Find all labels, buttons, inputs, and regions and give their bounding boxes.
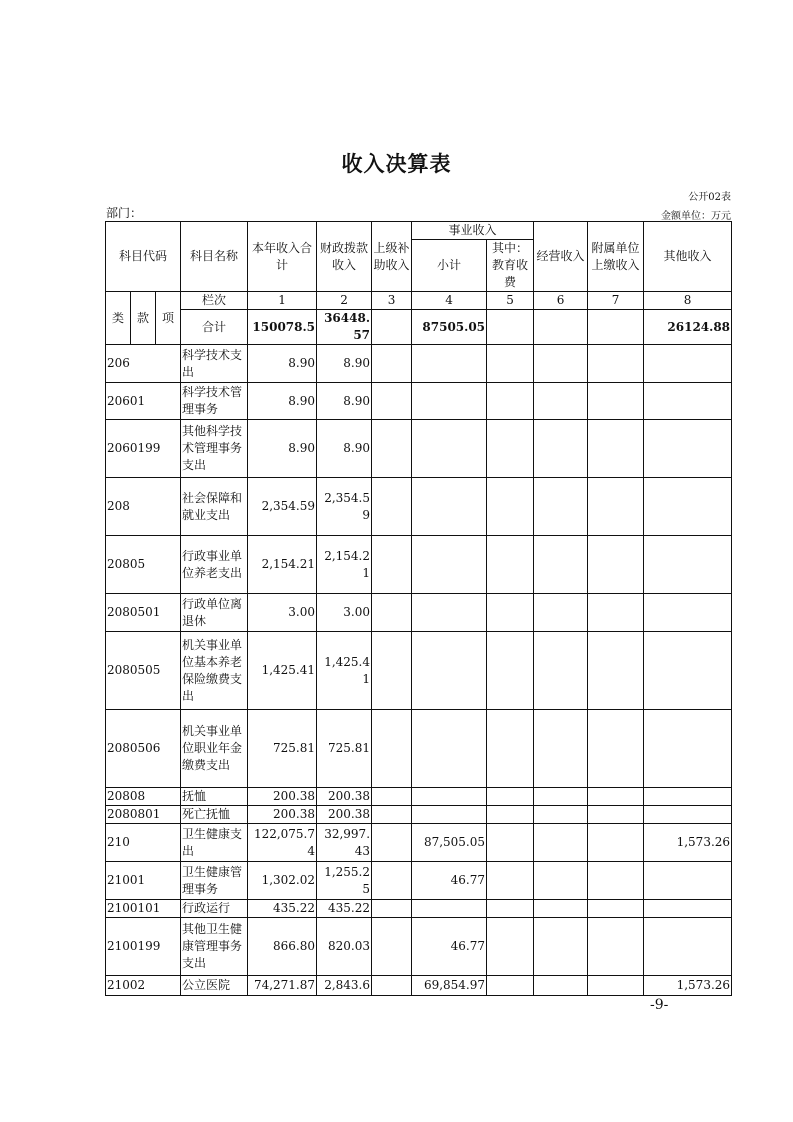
table-row xyxy=(106,862,732,900)
row-code: 20808 xyxy=(106,788,181,806)
row-code: 2080505 xyxy=(106,632,181,710)
column-number: 3 xyxy=(372,292,412,310)
row-business-subtotal xyxy=(412,632,487,710)
row-code: 2080501 xyxy=(106,594,181,632)
row-code: 2100101 xyxy=(106,900,181,918)
row-upper xyxy=(372,710,412,788)
row-upper xyxy=(372,536,412,594)
row-fiscal: 435.22 xyxy=(317,900,372,918)
header-subject-name: 科目名称 xyxy=(181,222,248,292)
header-affiliated-income: 附属单位上缴收入 xyxy=(588,222,644,292)
row-code: 20805 xyxy=(106,536,181,594)
row-operating xyxy=(534,710,588,788)
amount-unit-label: 金额单位：万元 xyxy=(661,211,731,222)
row-upper xyxy=(372,345,412,383)
summary-operating xyxy=(534,310,588,345)
row-fiscal: 32,997.43 xyxy=(317,824,372,862)
row-business-subtotal xyxy=(412,383,487,420)
row-total: 8.90 xyxy=(248,420,317,478)
header-lei: 类 xyxy=(106,292,131,345)
header-subject-code: 科目代码 xyxy=(106,222,181,292)
row-operating xyxy=(534,976,588,996)
row-name: 公立医院 xyxy=(181,976,248,996)
row-affiliated xyxy=(588,900,644,918)
row-fiscal: 2,843.6 xyxy=(317,976,372,996)
row-code: 21001 xyxy=(106,862,181,900)
row-total: 435.22 xyxy=(248,900,317,918)
summary-education-fees xyxy=(487,310,534,345)
row-other: 1,573.26 xyxy=(644,824,732,862)
row-total: 8.90 xyxy=(248,345,317,383)
row-name: 死亡抚恤 xyxy=(181,806,248,824)
row-fiscal: 1,255.25 xyxy=(317,862,372,900)
row-business-subtotal xyxy=(412,594,487,632)
row-other xyxy=(644,420,732,478)
row-other xyxy=(644,710,732,788)
row-operating xyxy=(534,824,588,862)
row-affiliated xyxy=(588,478,644,536)
row-education-fees xyxy=(487,824,534,862)
summary-affiliated xyxy=(588,310,644,345)
row-other xyxy=(644,594,732,632)
row-total: 200.38 xyxy=(248,788,317,806)
row-business-subtotal: 69,854.97 xyxy=(412,976,487,996)
row-fiscal: 725.81 xyxy=(317,710,372,788)
table-row xyxy=(106,632,732,710)
row-other xyxy=(644,632,732,710)
row-other xyxy=(644,383,732,420)
header-business-income: 事业收入 xyxy=(412,222,534,240)
row-name: 行政单位离退休 xyxy=(181,594,248,632)
row-affiliated xyxy=(588,788,644,806)
row-code: 20601 xyxy=(106,383,181,420)
row-name: 卫生健康支出 xyxy=(181,824,248,862)
row-operating xyxy=(534,420,588,478)
row-education-fees xyxy=(487,594,534,632)
table-row xyxy=(106,788,732,806)
row-total: 2,154.21 xyxy=(248,536,317,594)
row-affiliated xyxy=(588,976,644,996)
column-number: 2 xyxy=(317,292,372,310)
row-affiliated xyxy=(588,710,644,788)
row-name: 社会保障和就业支出 xyxy=(181,478,248,536)
summary-upper xyxy=(372,310,412,345)
row-code: 208 xyxy=(106,478,181,536)
row-other xyxy=(644,536,732,594)
row-other xyxy=(644,918,732,976)
row-fiscal: 1,425.41 xyxy=(317,632,372,710)
header-operating-income: 经营收入 xyxy=(534,222,588,292)
row-business-subtotal: 87,505.05 xyxy=(412,824,487,862)
header-upper-subsidy: 上级补助收入 xyxy=(372,222,412,292)
column-number: 1 xyxy=(248,292,317,310)
table-row xyxy=(106,900,732,918)
row-upper xyxy=(372,824,412,862)
row-total: 866.80 xyxy=(248,918,317,976)
row-total: 8.90 xyxy=(248,383,317,420)
row-upper xyxy=(372,632,412,710)
row-fiscal: 8.90 xyxy=(317,383,372,420)
row-upper xyxy=(372,918,412,976)
department-label: 部门： xyxy=(106,206,143,220)
row-operating xyxy=(534,806,588,824)
row-total: 3.00 xyxy=(248,594,317,632)
row-affiliated xyxy=(588,918,644,976)
row-other xyxy=(644,806,732,824)
row-education-fees xyxy=(487,536,534,594)
table-row xyxy=(106,976,732,996)
row-code: 206 xyxy=(106,345,181,383)
row-operating xyxy=(534,788,588,806)
income-final-accounts-table xyxy=(105,221,732,996)
row-business-subtotal: 46.77 xyxy=(412,862,487,900)
row-name: 其他卫生健康管理事务支出 xyxy=(181,918,248,976)
row-other xyxy=(644,900,732,918)
summary-label: 合计 xyxy=(181,310,248,345)
table-row xyxy=(106,345,732,383)
row-other xyxy=(644,862,732,900)
summary-total: 150078.5 xyxy=(248,310,317,345)
row-education-fees xyxy=(487,345,534,383)
row-operating xyxy=(534,594,588,632)
row-fiscal: 820.03 xyxy=(317,918,372,976)
row-operating xyxy=(534,478,588,536)
row-upper xyxy=(372,420,412,478)
row-total: 122,075.74 xyxy=(248,824,317,862)
table-row xyxy=(106,710,732,788)
row-education-fees xyxy=(487,710,534,788)
row-education-fees xyxy=(487,806,534,824)
row-name: 行政事业单位养老支出 xyxy=(181,536,248,594)
row-education-fees xyxy=(487,478,534,536)
row-education-fees xyxy=(487,420,534,478)
row-upper xyxy=(372,383,412,420)
row-name: 行政运行 xyxy=(181,900,248,918)
header-xiang: 项 xyxy=(156,292,181,345)
row-business-subtotal xyxy=(412,345,487,383)
row-total: 1,425.41 xyxy=(248,632,317,710)
column-number: 6 xyxy=(534,292,588,310)
row-other xyxy=(644,345,732,383)
row-upper xyxy=(372,594,412,632)
header-total-income: 本年收入合计 xyxy=(248,222,317,292)
row-fiscal: 200.38 xyxy=(317,806,372,824)
row-upper xyxy=(372,478,412,536)
row-code: 21002 xyxy=(106,976,181,996)
header-other-income: 其他收入 xyxy=(644,222,732,292)
row-business-subtotal xyxy=(412,806,487,824)
row-business-subtotal xyxy=(412,478,487,536)
row-code: 210 xyxy=(106,824,181,862)
row-education-fees xyxy=(487,918,534,976)
row-name: 机关事业单位职业年金缴费支出 xyxy=(181,710,248,788)
row-fiscal: 8.90 xyxy=(317,420,372,478)
header-column-index: 栏次 xyxy=(181,292,248,310)
row-affiliated xyxy=(588,824,644,862)
row-business-subtotal xyxy=(412,900,487,918)
row-affiliated xyxy=(588,806,644,824)
table-row xyxy=(106,420,732,478)
row-affiliated xyxy=(588,345,644,383)
row-affiliated xyxy=(588,383,644,420)
column-number: 4 xyxy=(412,292,487,310)
row-upper xyxy=(372,976,412,996)
page-title: 收入决算表 xyxy=(341,152,452,176)
row-upper xyxy=(372,862,412,900)
summary-row xyxy=(106,310,732,345)
table-number: 公开02表 xyxy=(688,192,731,203)
row-name: 科学技术管理事务 xyxy=(181,383,248,420)
row-operating xyxy=(534,536,588,594)
row-code: 2060199 xyxy=(106,420,181,478)
table-row xyxy=(106,383,732,420)
row-affiliated xyxy=(588,594,644,632)
row-total: 74,271.87 xyxy=(248,976,317,996)
row-fiscal: 200.38 xyxy=(317,788,372,806)
row-affiliated xyxy=(588,536,644,594)
row-name: 抚恤 xyxy=(181,788,248,806)
row-total: 200.38 xyxy=(248,806,317,824)
table-row xyxy=(106,478,732,536)
row-other xyxy=(644,478,732,536)
column-number: 7 xyxy=(588,292,644,310)
header-education-fees: 其中：教育收费 xyxy=(487,240,534,292)
row-business-subtotal xyxy=(412,788,487,806)
row-total: 2,354.59 xyxy=(248,478,317,536)
header-fiscal-allocation: 财政拨款收入 xyxy=(317,222,372,292)
row-other: 1,573.26 xyxy=(644,976,732,996)
row-code: 2080801 xyxy=(106,806,181,824)
row-operating xyxy=(534,345,588,383)
header-kuan: 款 xyxy=(131,292,156,345)
row-business-subtotal xyxy=(412,710,487,788)
row-operating xyxy=(534,918,588,976)
row-upper xyxy=(372,806,412,824)
row-education-fees xyxy=(487,976,534,996)
table-row xyxy=(106,594,732,632)
row-upper xyxy=(372,900,412,918)
row-upper xyxy=(372,788,412,806)
row-business-subtotal xyxy=(412,536,487,594)
row-operating xyxy=(534,632,588,710)
row-education-fees xyxy=(487,788,534,806)
table-row xyxy=(106,806,732,824)
row-affiliated xyxy=(588,862,644,900)
row-education-fees xyxy=(487,900,534,918)
row-name: 科学技术支出 xyxy=(181,345,248,383)
row-business-subtotal xyxy=(412,420,487,478)
table-row xyxy=(106,824,732,862)
row-operating xyxy=(534,383,588,420)
row-education-fees xyxy=(487,383,534,420)
page-number: -9- xyxy=(650,997,669,1013)
row-total: 1,302.02 xyxy=(248,862,317,900)
row-affiliated xyxy=(588,420,644,478)
table-row xyxy=(106,536,732,594)
row-total: 725.81 xyxy=(248,710,317,788)
summary-business-subtotal: 87505.05 xyxy=(412,310,487,345)
row-fiscal: 3.00 xyxy=(317,594,372,632)
row-operating xyxy=(534,900,588,918)
row-operating xyxy=(534,862,588,900)
summary-fiscal: 36448.57 xyxy=(317,310,372,345)
row-fiscal: 2,354.59 xyxy=(317,478,372,536)
row-code: 2100199 xyxy=(106,918,181,976)
row-name: 其他科学技术管理事务支出 xyxy=(181,420,248,478)
row-fiscal: 2,154.21 xyxy=(317,536,372,594)
row-code: 2080506 xyxy=(106,710,181,788)
row-other xyxy=(644,788,732,806)
row-education-fees xyxy=(487,632,534,710)
table-row xyxy=(106,918,732,976)
column-number: 8 xyxy=(644,292,732,310)
row-fiscal: 8.90 xyxy=(317,345,372,383)
row-business-subtotal: 46.77 xyxy=(412,918,487,976)
summary-other: 26124.88 xyxy=(644,310,732,345)
header-business-subtotal: 小计 xyxy=(412,240,487,292)
column-number: 5 xyxy=(487,292,534,310)
row-name: 卫生健康管理事务 xyxy=(181,862,248,900)
row-name: 机关事业单位基本养老保险缴费支出 xyxy=(181,632,248,710)
row-affiliated xyxy=(588,632,644,710)
row-education-fees xyxy=(487,862,534,900)
